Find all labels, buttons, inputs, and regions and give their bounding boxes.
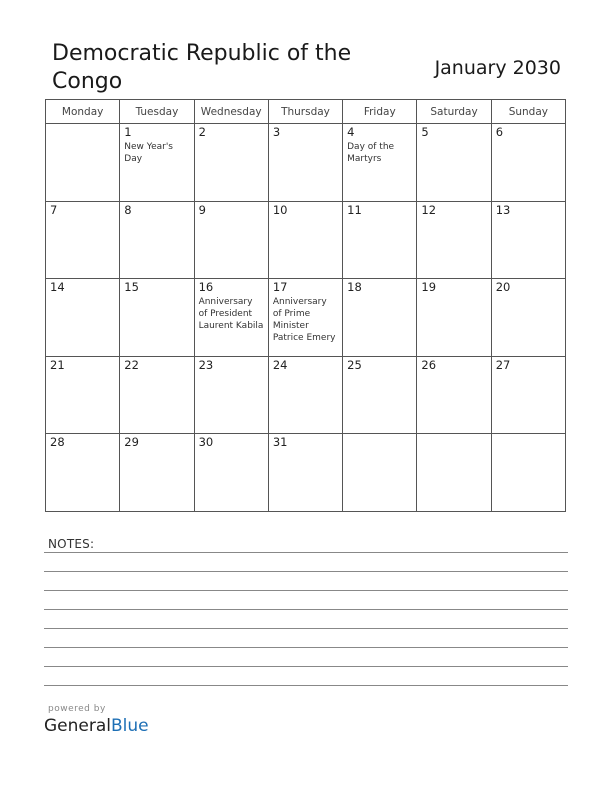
day-cell bbox=[194, 434, 268, 512]
weekday-header: Thursday bbox=[268, 100, 342, 124]
day-cell bbox=[268, 201, 342, 279]
day-cell bbox=[194, 356, 268, 434]
holiday-label: Anniversary of President Laurent Kabila bbox=[198, 297, 264, 332]
notes-line bbox=[44, 552, 568, 553]
day-cell bbox=[268, 124, 342, 202]
day-cell bbox=[417, 124, 491, 202]
day-cell bbox=[491, 279, 565, 357]
weekday-header: Sunday bbox=[491, 100, 565, 124]
day-number: 8 bbox=[124, 202, 132, 217]
day-number: 7 bbox=[50, 202, 58, 217]
day-number: 18 bbox=[347, 280, 362, 295]
notes-line bbox=[44, 609, 568, 610]
weekday-header: Friday bbox=[343, 100, 417, 124]
day-cell bbox=[46, 124, 120, 202]
day-cell bbox=[343, 434, 417, 512]
notes-line bbox=[44, 666, 568, 667]
day-cell bbox=[343, 279, 417, 357]
day-cell bbox=[417, 279, 491, 357]
weekday-header-row bbox=[46, 100, 566, 124]
day-number: 22 bbox=[124, 357, 139, 372]
month-year-label: January 2030 bbox=[434, 57, 561, 79]
calendar-grid bbox=[45, 99, 566, 512]
day-cell bbox=[120, 124, 194, 202]
day-number: 26 bbox=[421, 357, 437, 372]
day-number: 19 bbox=[421, 280, 437, 295]
day-number: 4 bbox=[347, 125, 355, 139]
day-cell bbox=[343, 124, 417, 202]
day-number: 28 bbox=[50, 435, 65, 450]
day-cell bbox=[194, 201, 268, 279]
day-cell bbox=[120, 279, 194, 357]
holiday-label: Day of the Martyrs bbox=[347, 142, 395, 164]
day-cell bbox=[194, 279, 268, 357]
brand-logo bbox=[44, 716, 149, 736]
week-row bbox=[46, 279, 566, 357]
day-cell bbox=[417, 201, 491, 279]
holiday-label: New Year's Day bbox=[124, 142, 173, 164]
day-number: 12 bbox=[421, 202, 437, 217]
day-number: 25 bbox=[347, 357, 362, 372]
day-cell bbox=[417, 356, 491, 434]
day-number: 9 bbox=[198, 202, 206, 217]
day-cell bbox=[120, 434, 194, 512]
weekday-header: Monday bbox=[46, 100, 120, 124]
calendar-title: Democratic Republic of the Congo bbox=[52, 41, 352, 94]
day-number: 15 bbox=[124, 280, 139, 295]
brand-name-general: General bbox=[44, 716, 111, 736]
day-cell bbox=[417, 434, 491, 512]
day-number: 30 bbox=[198, 435, 214, 450]
day-cell bbox=[46, 356, 120, 434]
day-cell bbox=[491, 201, 565, 279]
week-row bbox=[46, 356, 566, 434]
day-cell bbox=[343, 201, 417, 279]
day-cell bbox=[268, 434, 342, 512]
notes-line bbox=[44, 685, 568, 686]
day-number: 29 bbox=[124, 435, 139, 450]
day-cell bbox=[491, 124, 565, 202]
day-cell bbox=[46, 201, 120, 279]
day-number: 14 bbox=[50, 280, 65, 295]
notes-line bbox=[44, 647, 568, 648]
notes-line bbox=[44, 571, 568, 572]
holiday-label: Anniversary of Prime Minister Patrice Emery bbox=[272, 297, 336, 344]
day-number: 10 bbox=[272, 202, 288, 217]
day-number: 21 bbox=[50, 357, 65, 372]
powered-by-text: powered by bbox=[48, 704, 106, 714]
day-cell bbox=[343, 356, 417, 434]
day-number: 1 bbox=[124, 125, 132, 139]
day-number: 3 bbox=[272, 125, 281, 139]
week-row bbox=[46, 124, 566, 202]
week-row bbox=[46, 434, 566, 512]
day-cell bbox=[120, 201, 194, 279]
day-cell bbox=[46, 279, 120, 357]
notes-line bbox=[44, 628, 568, 629]
day-cell bbox=[268, 356, 342, 434]
day-number: 20 bbox=[495, 280, 511, 295]
day-number: 23 bbox=[198, 357, 214, 372]
day-number: 2 bbox=[198, 125, 206, 139]
week-row bbox=[46, 201, 566, 279]
day-cell bbox=[46, 434, 120, 512]
day-number: 5 bbox=[421, 125, 429, 139]
notes-line bbox=[44, 590, 568, 591]
day-cell bbox=[491, 356, 565, 434]
day-cell bbox=[120, 356, 194, 434]
day-number: 11 bbox=[347, 202, 362, 217]
notes-label: NOTES: bbox=[48, 537, 95, 551]
weekday-header: Tuesday bbox=[120, 100, 194, 124]
day-number: 13 bbox=[495, 202, 511, 217]
day-number: 6 bbox=[495, 125, 504, 139]
day-number: 17 bbox=[272, 280, 288, 295]
day-cell bbox=[491, 434, 565, 512]
brand-name-blue: Blue bbox=[111, 716, 149, 736]
day-number: 31 bbox=[272, 435, 288, 450]
day-cell bbox=[268, 279, 342, 357]
day-cell bbox=[194, 124, 268, 202]
day-number: 16 bbox=[198, 280, 214, 295]
day-number: 24 bbox=[272, 357, 288, 372]
weekday-header: Saturday bbox=[417, 100, 491, 124]
weekday-header: Wednesday bbox=[194, 100, 268, 124]
day-number: 27 bbox=[495, 357, 511, 372]
